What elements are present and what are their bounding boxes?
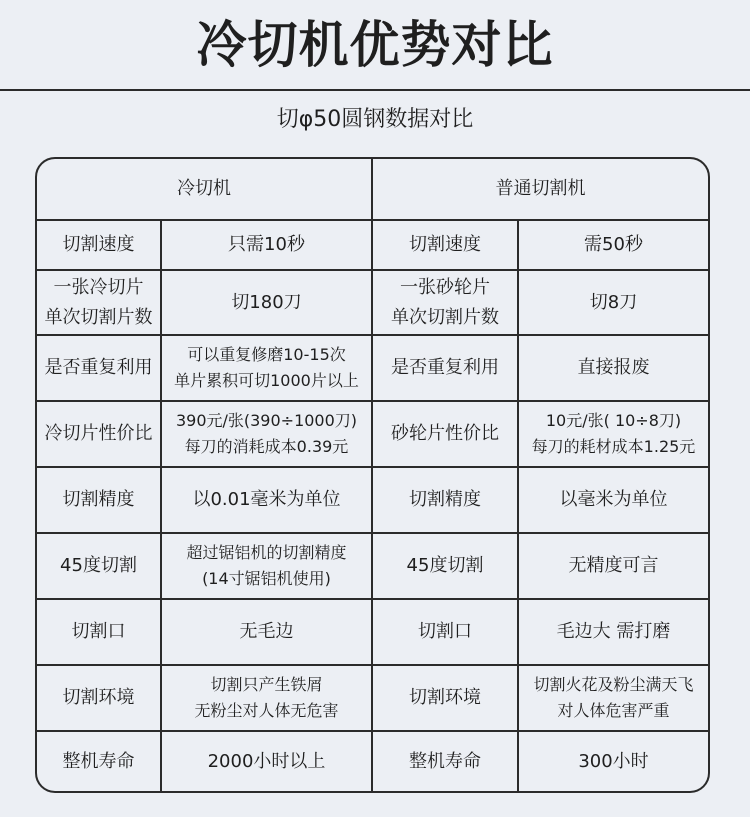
abrasive-saw-label (373, 402, 517, 466)
cell-line: 切180刀 (231, 291, 302, 313)
abrasive-saw-label (373, 666, 517, 730)
cell-line: 单次切割片数 (391, 306, 499, 328)
cold-saw-label (37, 600, 160, 664)
cell-line: 是否重复利用 (391, 357, 499, 378)
cold-saw-label (37, 336, 160, 400)
abrasive-saw-label (373, 732, 517, 791)
cold-saw-value (162, 534, 371, 598)
abrasive-saw-value (519, 600, 708, 664)
cell-line: 每刀的消耗成本0.39元 (184, 437, 349, 456)
cell-line: 无精度可言 (568, 555, 659, 576)
cell-line: 10元/张( 10÷8刀) (545, 411, 682, 430)
cell-line: 以毫米为单位 (559, 489, 668, 510)
cell-line: 对人体危害严重 (557, 701, 670, 720)
cell-line: 45度切割 (406, 555, 484, 576)
abrasive-saw-value (519, 468, 708, 532)
cell-line: 一张砂轮片 (400, 276, 490, 298)
abrasive-saw-label (373, 600, 517, 664)
header-abrasive-saw: 普通切割机 (373, 159, 708, 219)
header-cold-saw: 冷切机 (37, 159, 371, 219)
abrasive-saw-label (373, 221, 517, 269)
cold-saw-value (162, 666, 371, 730)
cell-line: 一张冷切片 (53, 276, 144, 298)
cell-line: 单片累积可切1000片以上 (174, 371, 359, 390)
cell-line: 可以重复修磨10-15次 (187, 345, 346, 364)
abrasive-saw-label (373, 468, 517, 532)
cell-line: 单次切割片数 (44, 306, 153, 328)
cell-line: 无粉尘对人体无危害 (194, 701, 339, 720)
cell-line: (14寸锯铝机使用) (202, 569, 331, 588)
cell-line: 以0.01毫米为单位 (192, 489, 341, 510)
cell-line: 390元/张(390÷1000刀) (175, 411, 358, 430)
cell-line: 切割只产生铁屑 (210, 675, 323, 694)
cell-line: 2000小时以上 (207, 750, 326, 772)
cell-line: 只需10秒 (228, 234, 305, 255)
cell-line: 切割精度 (409, 489, 481, 510)
page-title: 冷切机优势对比 (196, 16, 554, 74)
cold-saw-label (37, 221, 160, 269)
cell-line: 需50秒 (584, 234, 643, 255)
cold-saw-value (162, 402, 371, 466)
cold-saw-label (37, 271, 160, 334)
cell-line: 无毛边 (239, 621, 294, 642)
cold-saw-value (162, 271, 371, 334)
cell-line: 超过锯铝机的切割精度 (186, 543, 347, 562)
cell-line: 切割火花及粉尘满天飞 (533, 675, 694, 694)
cell-line: 是否重复利用 (44, 357, 153, 378)
cold-saw-label (37, 534, 160, 598)
page-subtitle: 切φ50圆钢数据对比 (276, 107, 474, 132)
cell-line: 冷切片性价比 (44, 423, 153, 444)
cell-line: 每刀的耗材成本1.25元 (531, 437, 696, 456)
cell-line: 毛边大 需打磨 (556, 621, 671, 642)
cold-saw-value (162, 600, 371, 664)
abrasive-saw-label (373, 271, 517, 334)
abrasive-saw-value (519, 402, 708, 466)
abrasive-saw-label (373, 336, 517, 400)
cell-line: 整机寿命 (62, 750, 135, 772)
comparison-table (35, 157, 710, 793)
cold-saw-value (162, 221, 371, 269)
cell-line: 砂轮片性价比 (391, 423, 499, 444)
cold-saw-label (37, 666, 160, 730)
cold-saw-value (162, 468, 371, 532)
cold-saw-label (37, 468, 160, 532)
title-divider (0, 89, 750, 91)
cold-saw-value (162, 732, 371, 791)
cold-saw-label (37, 732, 160, 791)
cell-line: 切8刀 (589, 291, 638, 313)
abrasive-saw-value (519, 732, 708, 791)
cell-line: 切割精度 (62, 489, 135, 510)
abrasive-saw-value (519, 271, 708, 334)
abrasive-saw-value (519, 221, 708, 269)
cell-line: 切割速度 (409, 234, 481, 255)
cell-line: 45度切割 (60, 555, 137, 576)
abrasive-saw-label (373, 534, 517, 598)
cell-line: 切割口 (71, 621, 126, 642)
abrasive-saw-value (519, 336, 708, 400)
cell-line: 切割口 (418, 621, 472, 642)
abrasive-saw-value (519, 666, 708, 730)
cell-line: 300小时 (578, 750, 649, 772)
cold-saw-value (162, 336, 371, 400)
cell-line: 整机寿命 (409, 750, 481, 772)
cell-line: 直接报废 (577, 357, 650, 378)
cell-line: 切割速度 (62, 234, 135, 255)
cold-saw-label (37, 402, 160, 466)
abrasive-saw-value (519, 534, 708, 598)
cell-line: 切割环境 (62, 687, 135, 708)
cell-line: 切割环境 (409, 687, 481, 708)
